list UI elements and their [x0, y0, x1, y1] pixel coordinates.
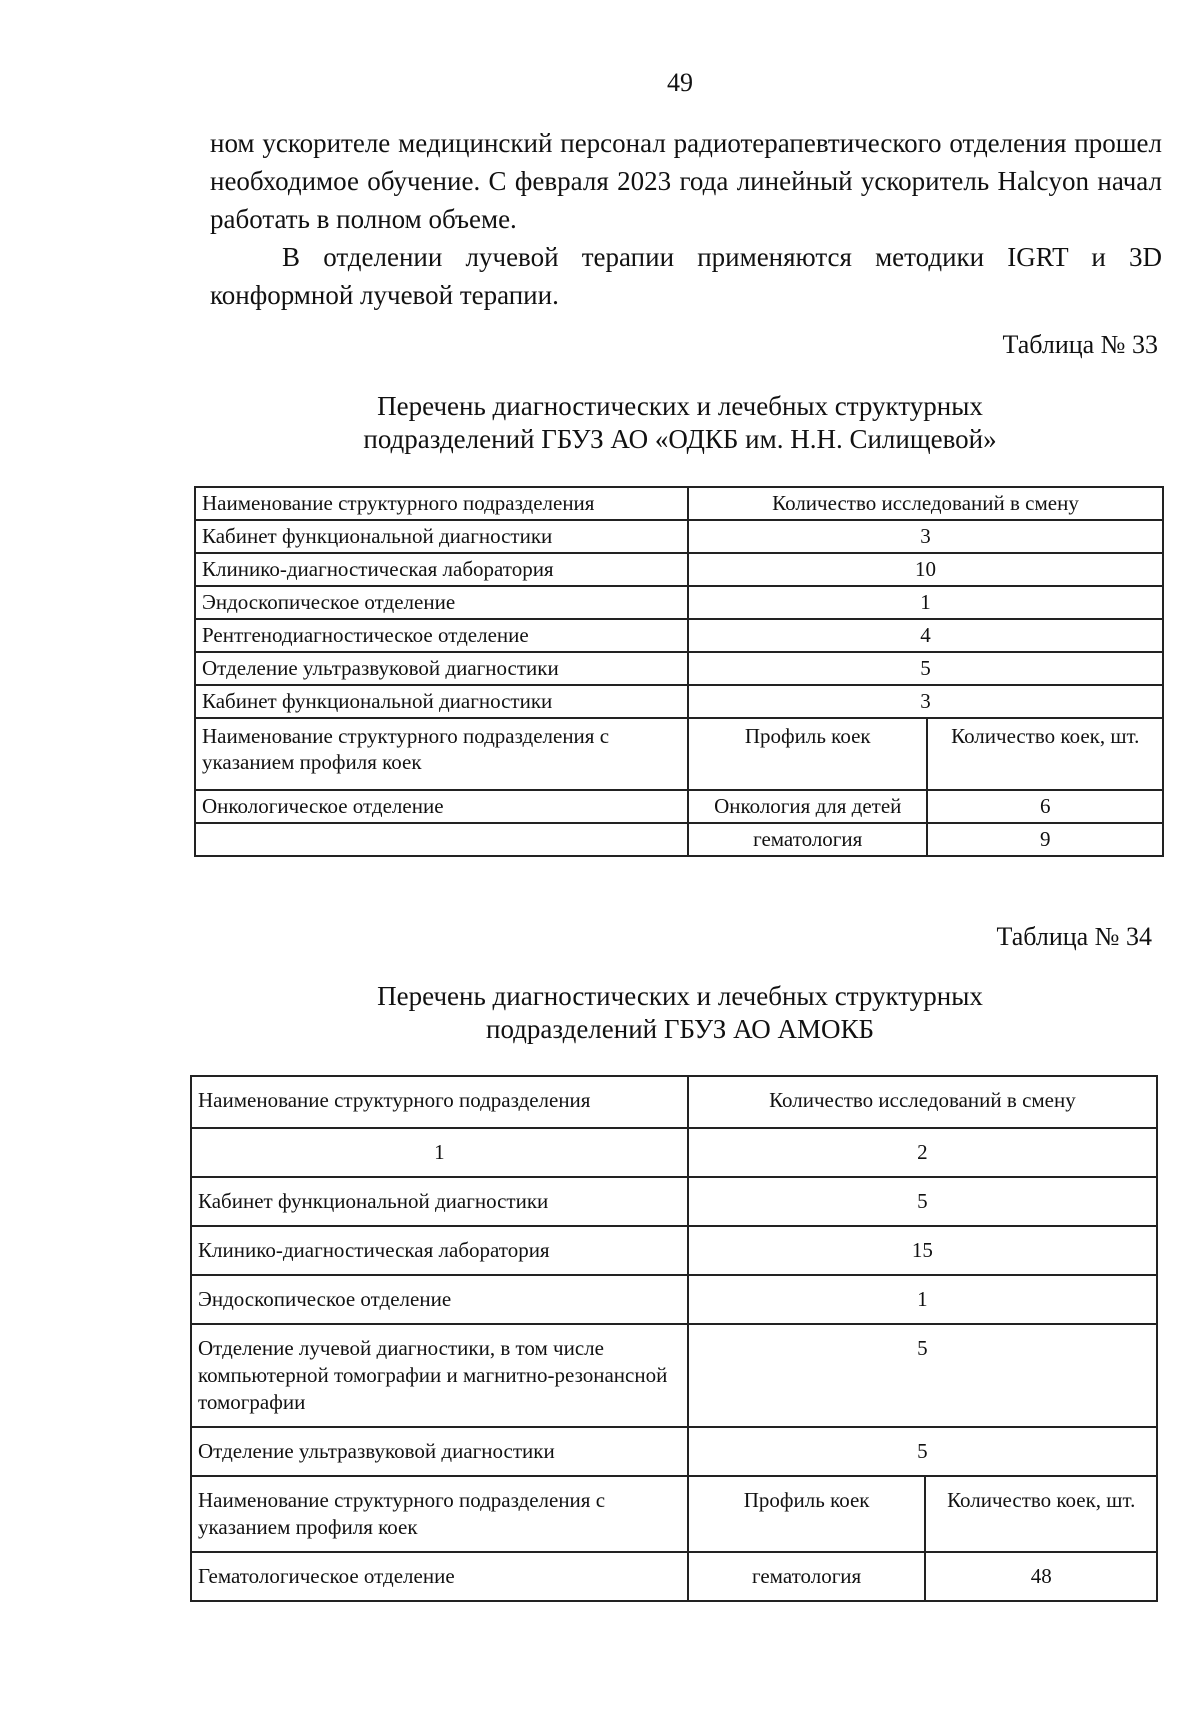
table-33-caption	[0, 390, 1200, 456]
table-cell: Отделение лучевой диагностики, в том числе компьютерной томографии и магнитно-резонансной томографии	[191, 1324, 688, 1427]
table-cell: 9	[927, 823, 1163, 856]
table-cell: 3	[688, 685, 1163, 718]
table-row	[191, 1177, 1157, 1226]
table-header-cell: Наименование структурного подразделения	[195, 487, 688, 520]
table-cell: Кабинет функциональной диагностики	[195, 685, 688, 718]
table-row	[191, 1427, 1157, 1476]
table-34-caption-line-1: Перечень диагностических и лечебных структурных	[377, 981, 983, 1011]
table-cell: 10	[688, 553, 1163, 586]
table-cell	[195, 823, 688, 856]
table-header-cell: Профиль коек	[688, 1476, 926, 1552]
table-row	[191, 1076, 1157, 1128]
table-header-cell: Количество исследований в смену	[688, 487, 1163, 520]
table-cell: Эндоскопическое отделение	[191, 1275, 688, 1324]
table-cell: Клинико-диагностическая лаборатория	[195, 553, 688, 586]
table-cell: Отделение ультразвуковой диагностики	[191, 1427, 688, 1476]
table-cell: Кабинет функциональной диагностики	[191, 1177, 688, 1226]
table-33	[194, 486, 1164, 857]
table-cell: Кабинет функциональной диагностики	[195, 520, 688, 553]
table-header-cell: Количество исследований в смену	[688, 1076, 1157, 1128]
table-row	[191, 1226, 1157, 1275]
table-row	[195, 718, 1163, 790]
table-33-label: Таблица № 33	[1002, 330, 1158, 359]
table-row	[191, 1552, 1157, 1601]
table-cell: Эндоскопическое отделение	[195, 586, 688, 619]
table-header-cell: Наименование структурного подразделения	[191, 1076, 688, 1128]
table-34-label: Таблица № 34	[996, 922, 1152, 951]
table-row	[195, 553, 1163, 586]
table-header-cell: Наименование структурного подразделения с указанием профиля коек	[191, 1476, 688, 1552]
table-cell: 5	[688, 1324, 1157, 1427]
intro-paragraph-1: ном ускорителе медицинский персонал радиотерапевтического отделения прошел необходимое обучение. С февраля 2023 года линейный ускоритель Halcyon начал работать в полном объеме.	[210, 128, 1162, 234]
table-cell: гематология	[688, 823, 928, 856]
table-cell: 5	[688, 652, 1163, 685]
table-cell: 5	[688, 1177, 1157, 1226]
table-row	[195, 790, 1163, 823]
table-row	[195, 520, 1163, 553]
page-number: 49	[667, 68, 693, 97]
table-cell: гематология	[688, 1552, 926, 1601]
table-cell: Онкология для детей	[688, 790, 928, 823]
table-cell: Онкологическое отделение	[195, 790, 688, 823]
table-header-cell: Количество коек, шт.	[925, 1476, 1157, 1552]
table-row	[191, 1128, 1157, 1177]
table-cell: 4	[688, 619, 1163, 652]
table-row	[191, 1324, 1157, 1427]
table-34	[190, 1075, 1158, 1602]
table-33-caption-line-2: подразделений ГБУЗ АО «ОДКБ им. Н.Н. Силищевой»	[363, 424, 997, 454]
table-cell: 15	[688, 1226, 1157, 1275]
table-cell: Отделение ультразвуковой диагностики	[195, 652, 688, 685]
table-cell: 3	[688, 520, 1163, 553]
table-header-cell: Количество коек, шт.	[927, 718, 1163, 790]
table-cell: 6	[927, 790, 1163, 823]
table-33-caption-line-1: Перечень диагностических и лечебных структурных	[377, 391, 983, 421]
table-cell: 1	[688, 1275, 1157, 1324]
table-row	[195, 586, 1163, 619]
table-cell: 48	[925, 1552, 1157, 1601]
table-header-cell: Наименование структурного подразделения с указанием профиля коек	[195, 718, 688, 790]
table-row	[195, 685, 1163, 718]
intro-paragraph-2: В отделении лучевой терапии применяются методики IGRT и 3D конформной лучевой терапии.	[210, 242, 1162, 310]
table-cell: Рентгенодиагностическое отделение	[195, 619, 688, 652]
table-row	[195, 619, 1163, 652]
table-header-cell: Профиль коек	[688, 718, 928, 790]
table-row	[191, 1476, 1157, 1552]
table-cell: 2	[688, 1128, 1157, 1177]
table-cell: 1	[688, 586, 1163, 619]
table-row	[195, 823, 1163, 856]
intro-text	[210, 124, 1162, 314]
table-34-caption	[0, 980, 1200, 1046]
table-cell: Клинико-диагностическая лаборатория	[191, 1226, 688, 1275]
table-row	[191, 1275, 1157, 1324]
table-row	[195, 652, 1163, 685]
table-cell: 1	[191, 1128, 688, 1177]
table-cell: Гематологическое отделение	[191, 1552, 688, 1601]
table-cell: 5	[688, 1427, 1157, 1476]
table-row	[195, 487, 1163, 520]
table-34-caption-line-2: подразделений ГБУЗ АО АМОКБ	[486, 1014, 874, 1044]
